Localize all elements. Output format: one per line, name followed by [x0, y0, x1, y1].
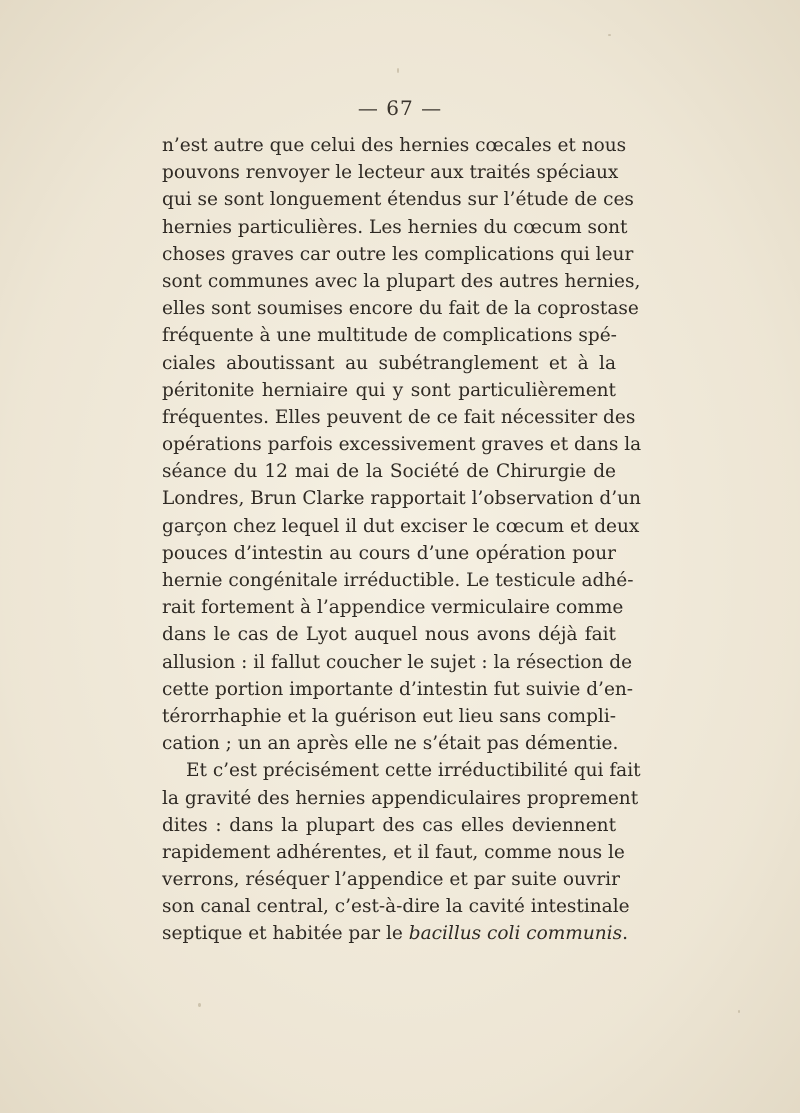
text-line: rait fortement à l’appendice vermiculaire comme — [162, 597, 624, 619]
text-line: verrons, réséquer l’appendice et par suite ouvrir — [162, 869, 620, 891]
text-line: péritonite herniaire qui y sont particulièrement — [162, 379, 616, 401]
text-line: cation ; un an après elle ne s’était pas démentie. — [162, 733, 619, 755]
text-line: la gravité des hernies appendiculaires proprement — [162, 787, 639, 809]
text-line-final — [162, 920, 628, 947]
text-line: ciales aboutissant au subétranglement et à la — [162, 352, 616, 374]
paper-speck — [608, 34, 611, 36]
text-line: rapidement adhérentes, et il faut, comme nous le — [162, 841, 625, 863]
text-line: fréquentes. Elles peuvent de ce fait nécessiter des — [162, 406, 636, 428]
text-line: cette portion importante d’intestin fut suivie d’en- — [162, 678, 634, 700]
text-line: dans le cas de Lyot auquel nous avons déjà fait — [162, 624, 616, 646]
text-line: son canal central, c’est-à-dire la cavité intestinale — [162, 896, 630, 918]
paper-speck — [738, 1010, 740, 1013]
text-line: sont communes avec la plupart des autres hernies, — [162, 270, 641, 292]
text-line: pouces d’intestin au cours d’une opération pour — [162, 542, 616, 564]
text-line: garçon chez lequel il dut exciser le cœcum et deux — [162, 515, 640, 537]
paper-speck — [397, 68, 399, 73]
text-line: dites : dans la plupart des cas elles deviennent — [162, 814, 616, 836]
text-line: térorrhaphie et la guérison eut lieu sans compli- — [162, 705, 617, 727]
text-line: Londres, Brun Clarke rapportait l’observation d’un — [162, 488, 641, 510]
text-line: opérations parfois excessivement graves et dans la — [162, 434, 642, 456]
body-text — [162, 132, 642, 948]
text-line: séance du 12 mai de la Société de Chirurgie de — [162, 461, 616, 483]
final-line-prefix: septique et habitée par le — [162, 923, 409, 945]
text-line: pouvons renvoyer le lecteur aux traités spéciaux — [162, 162, 619, 184]
text-line: hernie congénitale irréductible. Le testicule adhé- — [162, 570, 634, 591]
text-line: fréquente à une multitude de complications spé- — [162, 325, 617, 347]
final-line-suffix: . — [622, 923, 628, 945]
text-line: n’est autre que celui des hernies cœcales et nous — [162, 135, 627, 156]
text-line: hernies particulières. Les hernies du cœcum sont — [162, 216, 628, 238]
text-line: choses graves car outre les complications qui leur — [162, 243, 634, 265]
paper-speck — [198, 1003, 201, 1007]
text-line: Et c’est précisément cette irréductibilité qui fait — [186, 760, 641, 782]
text-line: elles sont soumises encore du fait de la coprostase — [162, 298, 639, 320]
text-line: qui se sont longuement étendus sur l’étude de ces — [162, 189, 634, 211]
final-line-italic: bacillus coli communis — [408, 923, 623, 945]
page-number: — 67 — — [357, 96, 443, 120]
text-line: allusion : il fallut coucher le sujet : la résection de — [162, 651, 633, 673]
